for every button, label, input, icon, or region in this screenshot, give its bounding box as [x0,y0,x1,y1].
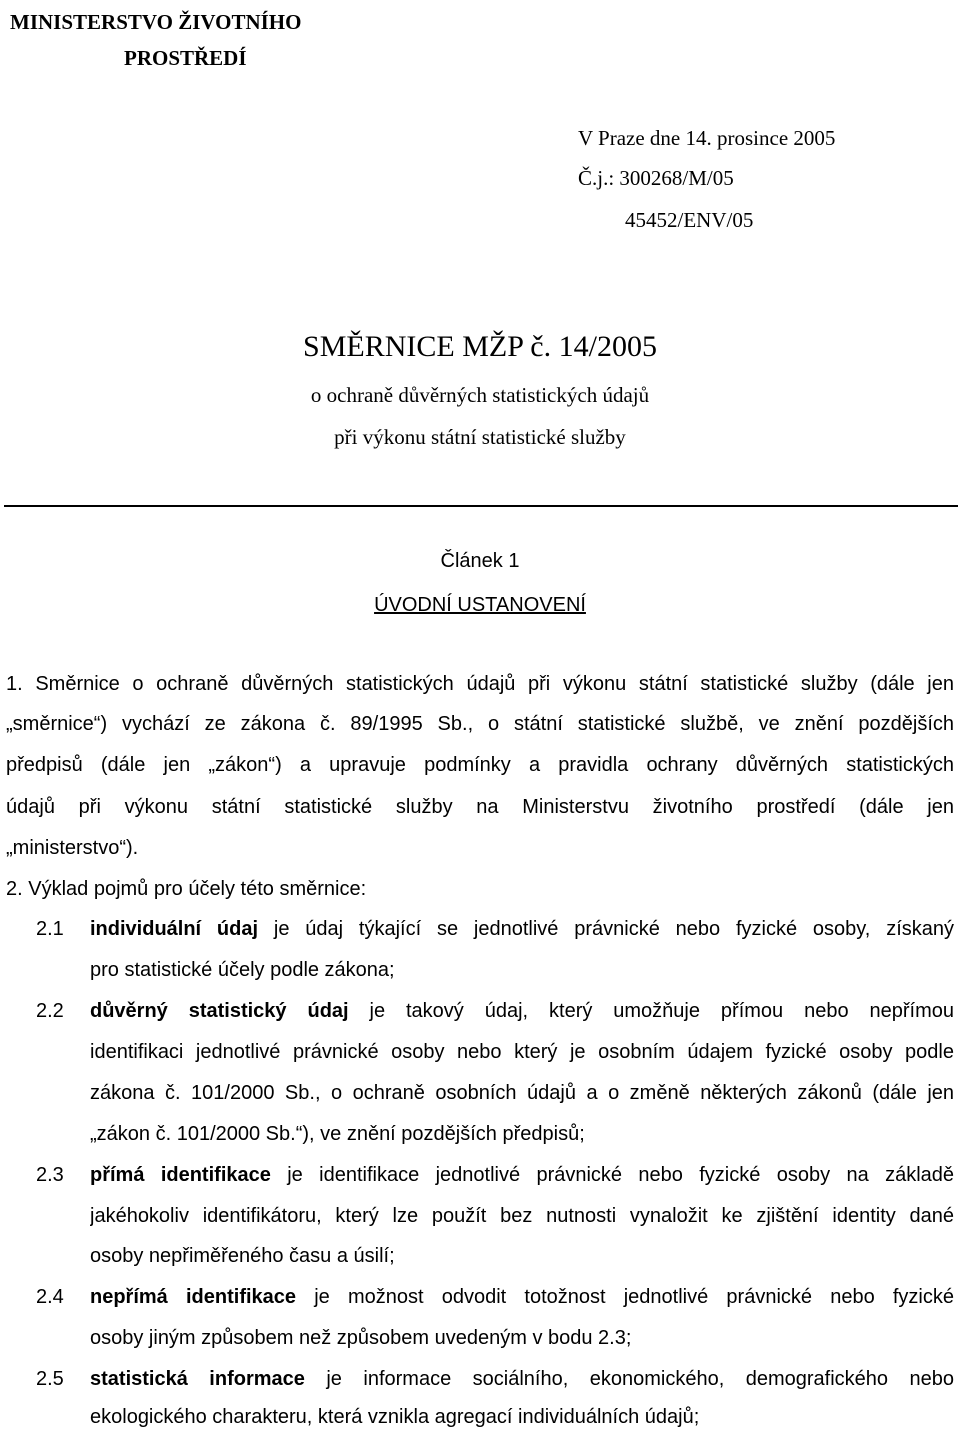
defined-term: přímá identifikace [90,1164,271,1186]
para1-line-2c: , o státní statistické službě, ve znění pozdějších [467,713,954,735]
article-heading [0,594,960,617]
item-number: 2.5 [36,1368,64,1390]
definition-item [90,1000,954,1026]
article-number: Článek 1 [440,550,520,572]
defined-term: individuální údaj [90,918,259,940]
item-number: 2.4 [36,1286,64,1308]
para1-line-3: předpisů (dále jen „zákon“) a upravuje podmínky a pravidla ochrany důvěrných statistických [6,754,954,776]
document-subtitle-2: při výkonu státní statistické služby [334,425,626,449]
definition-item [90,1368,954,1394]
definition-text [90,1123,585,1146]
item-number: 2.3 [36,1164,64,1186]
law-reference: 89/1995 Sb. [350,713,468,735]
place-date: V Praze dne 14. prosince 2005 [578,126,836,150]
definition-item [90,1164,954,1190]
ministry-line-2: PROSTŘEDÍ [124,46,247,70]
definition-text: jakéhokoliv identifikátoru, který lze použít bez nutnosti vynaložit ke zjištění identity dané [90,1205,954,1227]
para1-line-4: údajů při výkonu státní statistické služby na Ministerstvu životního prostředí (dále jen [6,796,954,818]
item-number: 2.1 [36,918,64,940]
para1-line-5: „ministerstvo“). [6,837,139,859]
definition-text: osoby jiným způsobem než způsobem uvedeným v bodu 2.3; [90,1327,632,1349]
definition-text: pro statistické účely podle zákona; [90,959,395,981]
para1-line-2 [6,713,954,739]
reference-number-2: 45452/ENV/05 [625,208,754,232]
law-reference: 101/2000 Sb. [191,1082,315,1104]
definition-item [90,918,954,944]
definition-text-part: „zákon č. [90,1123,177,1145]
item-number: 2.2 [36,1000,64,1022]
definition-text-part: , o ochraně osobních údajů a o změně některých zákonů (dále jen [314,1082,954,1104]
definition-text [90,1082,954,1108]
para1-line-1: 1. Směrnice o ochraně důvěrných statistických údajů při výkonu státní statistické služby (dále jen [6,673,954,695]
document-subtitle-1: o ochraně důvěrných statistických údajů [310,383,650,407]
definition-text-part: “), ve znění pozdějších předpisů; [295,1123,585,1145]
defined-term: důvěrný statistický údaj [90,1000,349,1022]
paragraph-2-heading: 2. Výklad pojmů pro účely této směrnice: [6,878,367,900]
definition-text: je takový údaj, který umožňuje přímou nebo nepřímou [348,1000,954,1022]
definition-text: je možnost odvodit totožnost jednotlivé právnické nebo fyzické [296,1286,954,1308]
horizontal-divider [4,505,958,507]
definition-text: je identifikace jednotlivé právnické nebo fyzické osoby na základě [270,1164,954,1186]
definition-text: osoby nepřiměřeného času a úsilí; [90,1245,395,1267]
defined-term: statistická informace [90,1368,305,1390]
law-reference: 101/2000 Sb. [176,1123,296,1145]
defined-term: nepřímá identifikace [90,1286,297,1308]
ministry-line-1: MINISTERSTVO ŽIVOTNÍHO [10,10,302,34]
para1-line-2a: „směrnice“) vychází ze zákona č. [6,713,351,735]
definition-text: ekologického charakteru, která vznikla agregací individuálních údajů; [90,1406,700,1428]
definition-item [90,1286,954,1312]
definition-text: je informace sociálního, ekonomického, demografického nebo [304,1368,954,1390]
definition-text: identifikaci jednotlivé právnické osoby nebo který je osobním údajem fyzické osoby podle [90,1041,954,1063]
definition-text-part: zákona č. [90,1082,192,1104]
ministry-name [10,4,301,76]
reference-number: Č.j.: 300268/M/05 [578,166,734,190]
article-heading-text: ÚVODNÍ USTANOVENÍ [374,594,586,616]
definition-text: je údaj týkající se jednotlivé právnické nebo fyzické osoby, získaný [258,918,954,940]
document-title: SMĚRNICE MŽP č. 14/2005 [303,330,657,363]
